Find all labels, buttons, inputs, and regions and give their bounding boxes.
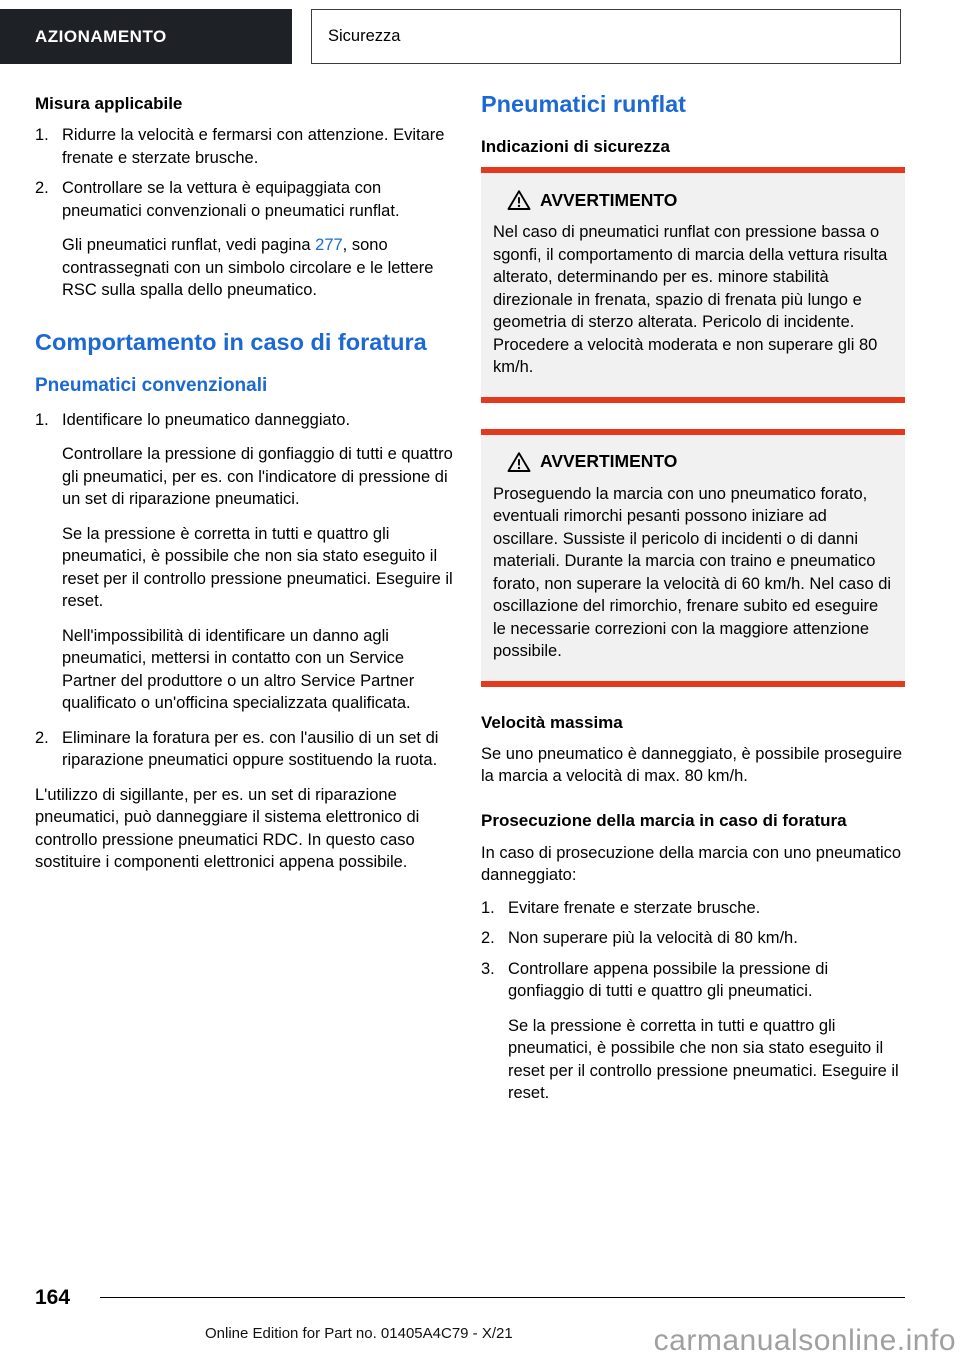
content-columns: [0, 64, 960, 1105]
list-item: [35, 409, 459, 432]
list-item-text: Controllare se la vettura è equipaggiata con pneumatici convenzionali o pneumatici runflat.: [62, 179, 400, 220]
list-item-number: 2.: [481, 929, 495, 947]
list-item-text: Controllare appena possibile la pressione di gonfiaggio di tutti e quattro gli pneumatici.: [508, 959, 829, 1000]
list-item: [481, 927, 905, 950]
header-chapter-box: [311, 9, 901, 64]
list-item-paragraph: Se la pressione è corretta in tutti e quattro gli pneumatici, è possibile che non sia stato eseguito il reset per il controllo pressione pneumatici. Eseguire il reset.: [62, 524, 453, 610]
list-item: [35, 124, 459, 169]
warning-box: [481, 167, 905, 403]
warning-body-text: Nel caso di pneumatici runflat con pressione bassa o sgonfi, il comportamento di marcia della vettura risulta alterato, determinando per es. minore stabilità direzionale in frenata, spazio di frenata più lungo e geometria di sterzo alterata. Pericolo di incidente. Procedere a velocità moderata e non superare gli 80 km/h.: [493, 223, 888, 376]
warning-triangle-icon: [507, 451, 531, 473]
warning-header: [493, 189, 893, 211]
list-item: [481, 897, 905, 920]
footer-rule: [100, 1297, 905, 1298]
list-item-number: 1.: [481, 898, 495, 917]
watermark: carmanualsonline.info: [653, 1324, 956, 1357]
list-item: [35, 177, 459, 222]
list-item-number: 1.: [35, 410, 49, 429]
page-header: [0, 9, 960, 64]
list-item-paragraph: Se la pressione è corretta in tutti e quattro gli pneumatici, è possibile che non sia stato eseguito il reset per il controllo pressione pneumatici. Eseguire il reset.: [508, 1016, 899, 1102]
warning-body-text: Proseguendo la marcia con uno pneumatico forato, eventuali rimorchi pesanti possono iniziare ad oscillare. Sussiste il pericolo di incidenti o di danni materiali. Durante la marcia con traino e pneumatico forato, non superare la velocità di 60 km/h. Nel caso di oscillazione del rimorchio, frenare subito ed eseguire le necessarie correzioni con la maggiore attenzione possibile.: [493, 484, 892, 660]
warning-title-text: AVVERTIMENTO: [540, 451, 678, 471]
left-column: [35, 94, 459, 1105]
right-column: [481, 91, 905, 1105]
list-item-text: Ridurre la velocità e fermarsi con attenzione. Evitare frenate e sterzate brusche.: [62, 126, 445, 167]
list-item: [481, 958, 905, 1003]
page-link-277[interactable]: 277: [315, 236, 343, 254]
list-item-number: 1.: [35, 126, 49, 144]
list-item-text: Eliminare la foratura per es. con l'ausilio di un set di riparazione pneumatici oppure sostituendo la ruota.: [62, 728, 439, 769]
warning-title-text: AVVERTIMENTO: [540, 189, 678, 210]
runflat-reference-paragraph: [62, 234, 459, 302]
heading-velocita-massima: Velocità massima: [481, 712, 623, 732]
list-item-number: 2.: [35, 728, 49, 747]
header-section-label: AZIONAMENTO: [35, 26, 167, 46]
heading-pneumatici-runflat: Pneumatici runflat: [481, 91, 687, 117]
warning-triangle-icon: [507, 189, 531, 211]
list-item-text: Evitare frenate e sterzate brusche.: [508, 898, 761, 917]
warning-header: [493, 451, 893, 473]
heading-misura-applicabile: Misura applicabile: [35, 94, 183, 113]
prosecuzione-intro-paragraph: In caso di prosecuzione della marcia con uno pneumatico danneggiato:: [481, 843, 902, 884]
list-item-number: 3.: [481, 959, 495, 978]
paragraph-text: , sono contrassegnati con un simbolo circolare e le lettere RSC sulla spalla dello pneumatico.: [62, 236, 434, 299]
header-section-tab: [0, 9, 292, 64]
warning-box: [481, 429, 905, 687]
list-item-text: Non superare più la velocità di 80 km/h.: [508, 929, 798, 947]
heading-indicazioni-sicurezza: Indicazioni di sicurezza: [481, 137, 670, 156]
sigillante-paragraph: L'utilizzo di sigillante, per es. un set di riparazione pneumatici, può danneggiare il sistema elettronico di controllo pressione pneumatici RDC. In questo caso sostituire i componenti elettronici appena possibile.: [35, 785, 420, 871]
list-item-paragraph: Nell'impossibilità di identificare un danno agli pneumatici, mettersi in contatto con un Service Partner del produttore o un altro Service Partner qualificato o un'officina specializzata qualificata.: [62, 626, 415, 712]
heading-comportamento-foratura: Comportamento in caso di foratura: [35, 328, 427, 355]
paragraph-text: Gli pneumatici runflat, vedi pagina: [62, 236, 316, 254]
heading-prosecuzione-marcia: Prosecuzione della marcia in caso di foratura: [481, 810, 847, 830]
heading-pneumatici-convenzionali: Pneumatici convenzionali: [35, 374, 268, 396]
velocita-paragraph: Se uno pneumatico è danneggiato, è possibile proseguire la marcia a velocità di max. 80 km/h.: [481, 744, 903, 785]
edition-note: Online Edition for Part no. 01405A4C79 - X/21: [205, 1325, 513, 1342]
list-item-paragraph: Controllare la pressione di gonfiaggio di tutti e quattro gli pneumatici, per es. con l'indicatore di pressione di un set di riparazione pneumatici.: [62, 445, 453, 508]
list-item-number: 2.: [35, 179, 49, 197]
page-number: 164: [35, 1286, 71, 1309]
header-chapter-label: Sicurezza: [328, 27, 401, 45]
list-item-text: Identificare lo pneumatico danneggiato.: [62, 410, 351, 429]
list-item: [35, 727, 459, 772]
